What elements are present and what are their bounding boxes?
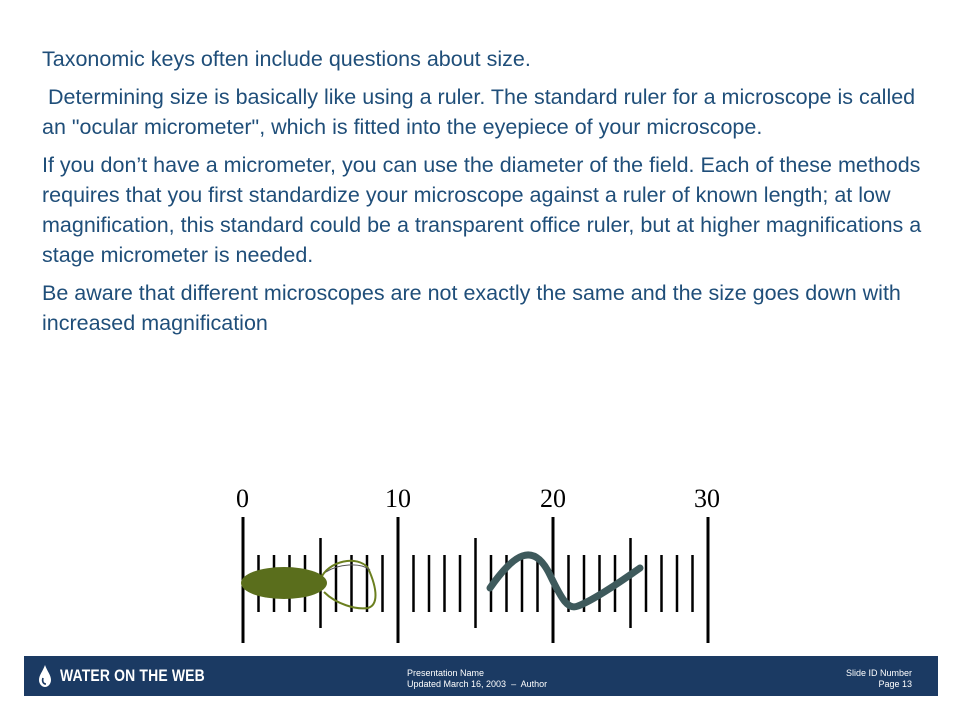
paragraph-taxonomic-keys: Taxonomic keys often include questions about size. [42, 47, 531, 71]
ruler-label-20: 20 [540, 484, 566, 513]
footer-bar [24, 656, 938, 696]
slide-id: Slide ID Number [845, 668, 912, 678]
updated-line: Updated March 16, 2003 – Author [407, 679, 548, 689]
paragraph-ocular-micrometer: Determining size is basically like using a ruler. The standard ruler for a microscope is called an "ocular micrometer", which is fitted into the eyepiece of your microscope. [42, 85, 922, 139]
page-number: Page 13 [878, 679, 912, 689]
paragraph-magnification-note: Be aware that different microscopes are not exactly the same and the size goes down with increased magnification [42, 281, 901, 335]
footer-presentation-info [407, 668, 547, 690]
ruler-label-0: 0 [236, 484, 249, 513]
wave-organism [490, 555, 640, 607]
ruler-label-30: 30 [694, 484, 720, 513]
water-drop-icon [36, 663, 54, 689]
paragraph-field-diameter: If you don’t have a micrometer, you can use the diameter of the field. Each of these methods requires that you first standardize your microscope against a ruler of known length; at low magnification, this standard could be a transparent office ruler, but at higher magnifications a stage micrometer is needed. [42, 153, 922, 267]
ruler-label-10: 10 [385, 484, 411, 513]
water-on-the-web-logo [36, 663, 237, 689]
oval-organism [241, 567, 327, 599]
slide-body [42, 44, 932, 346]
ocular-micrometer-figure [228, 480, 728, 650]
presentation-name: Presentation Name [407, 668, 485, 678]
footer-slide-info [846, 668, 912, 690]
logo-text: WATER ON THE WEB [60, 666, 205, 685]
